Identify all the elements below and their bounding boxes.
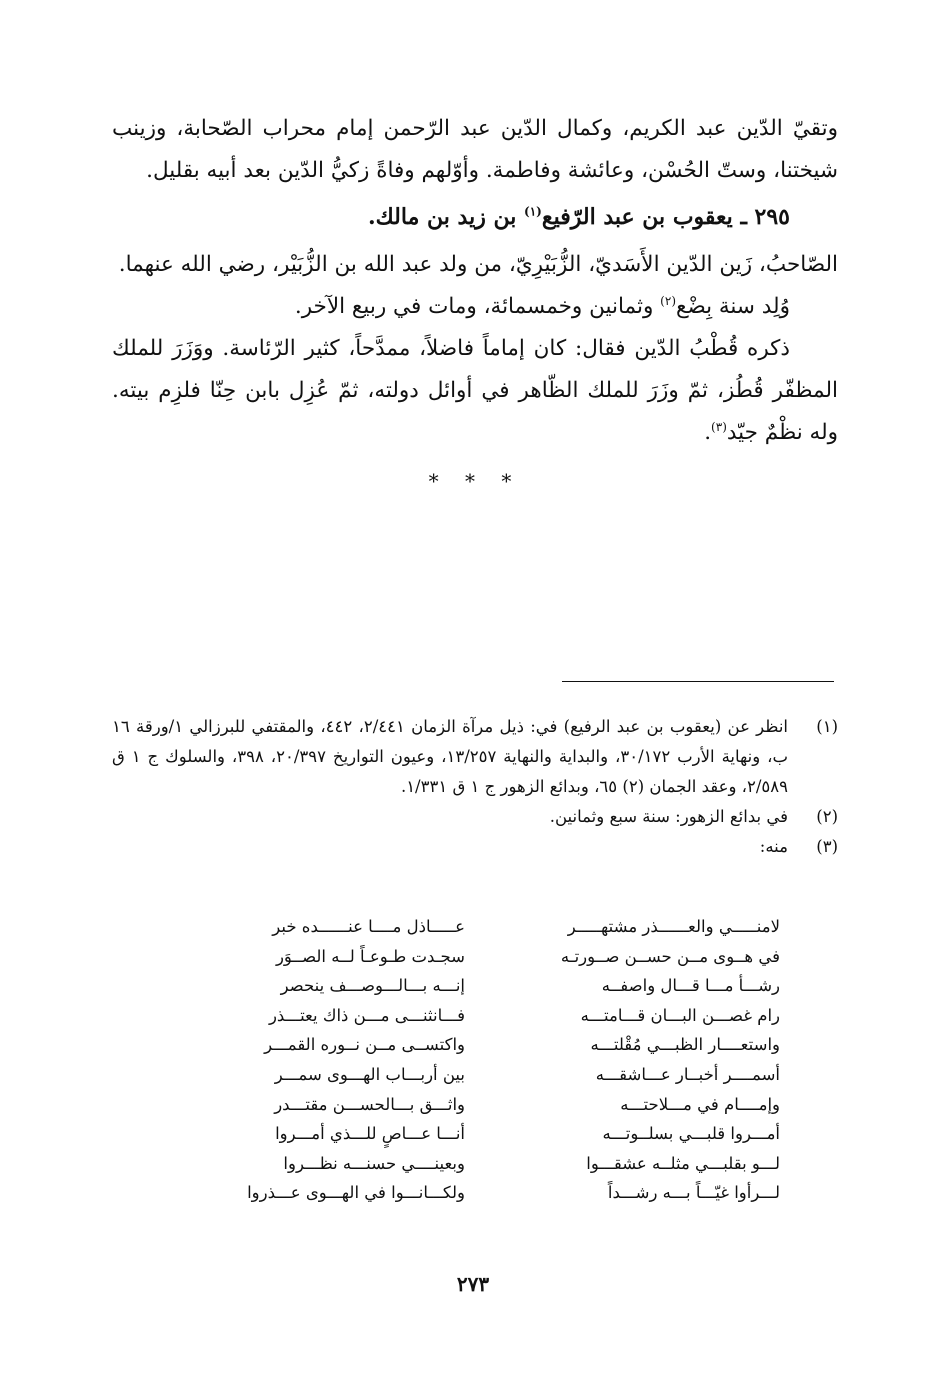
verse-first-half: لـــو بقلبـــي مثلــه عشقـــوا (586, 1153, 780, 1173)
verse-second-half: وبعينــــي حسنـــه نظـــروا (283, 1153, 465, 1173)
verse-first-half: أسمــــر أخبــار عـــاشقـــه (595, 1064, 780, 1084)
footnotes (112, 712, 838, 862)
footnote-number: (١) (816, 717, 838, 736)
poem-verse (180, 1030, 780, 1060)
verse-first-half: رام غصـــن البـــان قـــامتـــه (580, 1005, 780, 1025)
verse-second-half: واثـــق بـــالحســـن مقتـــدر (274, 1094, 465, 1114)
paragraph-3 (112, 286, 838, 328)
verse-first-half: لـــرأوا غيّـــاً بـــه رشـــداً (607, 1183, 780, 1203)
footnote-ref-3[interactable]: (٣) (711, 419, 727, 434)
main-text (112, 108, 838, 502)
paragraph-1: وتقيّ الدّين عبد الكريم، وكمال الدّين عبد الرّحمن إمام محراب الصّحابة، وزينب شيختنا، وستّ الحُسْن، وعائشة وفاطمة. وأوّلهم وفاةً زكيُّ الدّين بعد أبيه بقليل. (112, 116, 838, 183)
verse-first-half: وإمــــام في مـــلاحتـــه (620, 1094, 780, 1114)
paragraph-3-a: وُلِد سنة بِضْع (676, 294, 790, 319)
poem-verse (180, 1060, 780, 1090)
footnote-3 (112, 832, 838, 862)
verse-second-half: أنـــا عـــاصٍ للـــذي أمـــروا (275, 1124, 465, 1144)
poem (180, 912, 780, 1208)
entry-heading (112, 196, 838, 238)
page-number: ٢٧٣ (456, 1272, 490, 1296)
footnote-number: (٣) (816, 837, 838, 856)
entry-heading-rest: بن زيد بن مالك. (367, 204, 525, 230)
verse-first-half: لامنـــــي والعــــــذر مشتهـــــر (567, 917, 780, 936)
paragraph-4 (112, 328, 838, 454)
footnote-2 (112, 802, 838, 832)
paragraph-4-a: ذكره قُطْبُ الدّين فقال: كان إماماً فاضلاً، ممدَّحاً، كثير الرّئاسة. ووَزَرَ للملك المظفّر قُطُز، ثمّ وزَرَ للملك الظّاهر في أوائل دولته، ثمّ عُزِل بابن حِنّا فلزِم بيته. وله نظْمٌ جيّد (112, 336, 838, 445)
section-separator: * * * (428, 469, 522, 493)
footnote-number: (٢) (816, 807, 838, 826)
poem-verse (180, 942, 780, 972)
footnote-divider (562, 681, 834, 682)
poem-verse (180, 1090, 780, 1120)
paragraph-4-b: . (704, 420, 712, 445)
verse-second-half: واكتســى مــن نــوره القمـــر (264, 1035, 465, 1055)
poem-verse (180, 1001, 780, 1031)
poem-verse (180, 971, 780, 1001)
footnote-ref-2[interactable]: (٢) (660, 293, 676, 308)
poem-verse (180, 1178, 780, 1208)
poem-verse (180, 912, 780, 942)
verse-second-half: فـــانثنـــى مـــن ذاك يعتـــذر (268, 1005, 465, 1025)
footnote-ref-1[interactable]: (١) (524, 204, 542, 219)
verse-first-half: في هــوى مــن حســن صــورتـه (560, 946, 780, 966)
verse-first-half: أمـــروا قلبـــي بسلــوتـــه (602, 1124, 780, 1144)
paragraph-3-b: وثمانين وخمسمائة، ومات في ربيع الآخر. (294, 294, 661, 319)
footnote-1 (112, 712, 838, 802)
footnote-text: في بدائع الزهور: سنة سبع وثمانين. (549, 807, 788, 826)
verse-second-half: ولكـــانـــوا في الهـــوى عـــذروا (247, 1183, 465, 1203)
verse-first-half: رشـــأ مـــا قـــال واصفــه (601, 976, 780, 996)
poem-verse (180, 1149, 780, 1179)
poem-verse (180, 1119, 780, 1149)
verse-second-half: سجـدت طـوعـاً لــه الصــوَر (275, 946, 465, 966)
verse-second-half: بين أربـــاب الهـــوى سمـــر (274, 1064, 465, 1084)
entry-heading-title: ٢٩٥ ـ يعقوب بن عبد الرّفيع (541, 204, 790, 230)
verse-first-half: واستعــــار الظبـــي مُقْلتـــه (590, 1035, 780, 1055)
paragraph-2: الصّاحبُ، زَين الدّين الأَسَديّ، الزُّبَيْرِيّ، من ولد عبد الله بن الزُّبَيْر، رضي الله عنهما. (118, 252, 838, 277)
footnote-text: منه: (759, 837, 788, 856)
footnote-text: انظر عن (يعقوب بن عبد الرفيع) في: ذيل مرآة الزمان ٢/٤٤١، ٤٤٢، والمقتفي للبرزالي ١/ورقة ١٦ ب، ونهاية الأرب ٣٠/١٧٢، والبداية والنهاية ١٣/٢٥٧، وعيون التواريخ ٢٠/٣٩٧، ٣٩٨، والسلوك ج ١ ق ٢/٥٨٩، وعقد الجمان (٢) ٦٥، وبدائع الزهور ج ١ ق ١/٣٣١. (112, 717, 788, 796)
verse-second-half: عـــــاذل مــــا عنــــــده خبر (272, 917, 465, 936)
verse-second-half: إنـــه بـــالـــوصـــف ينحصر (280, 976, 465, 996)
